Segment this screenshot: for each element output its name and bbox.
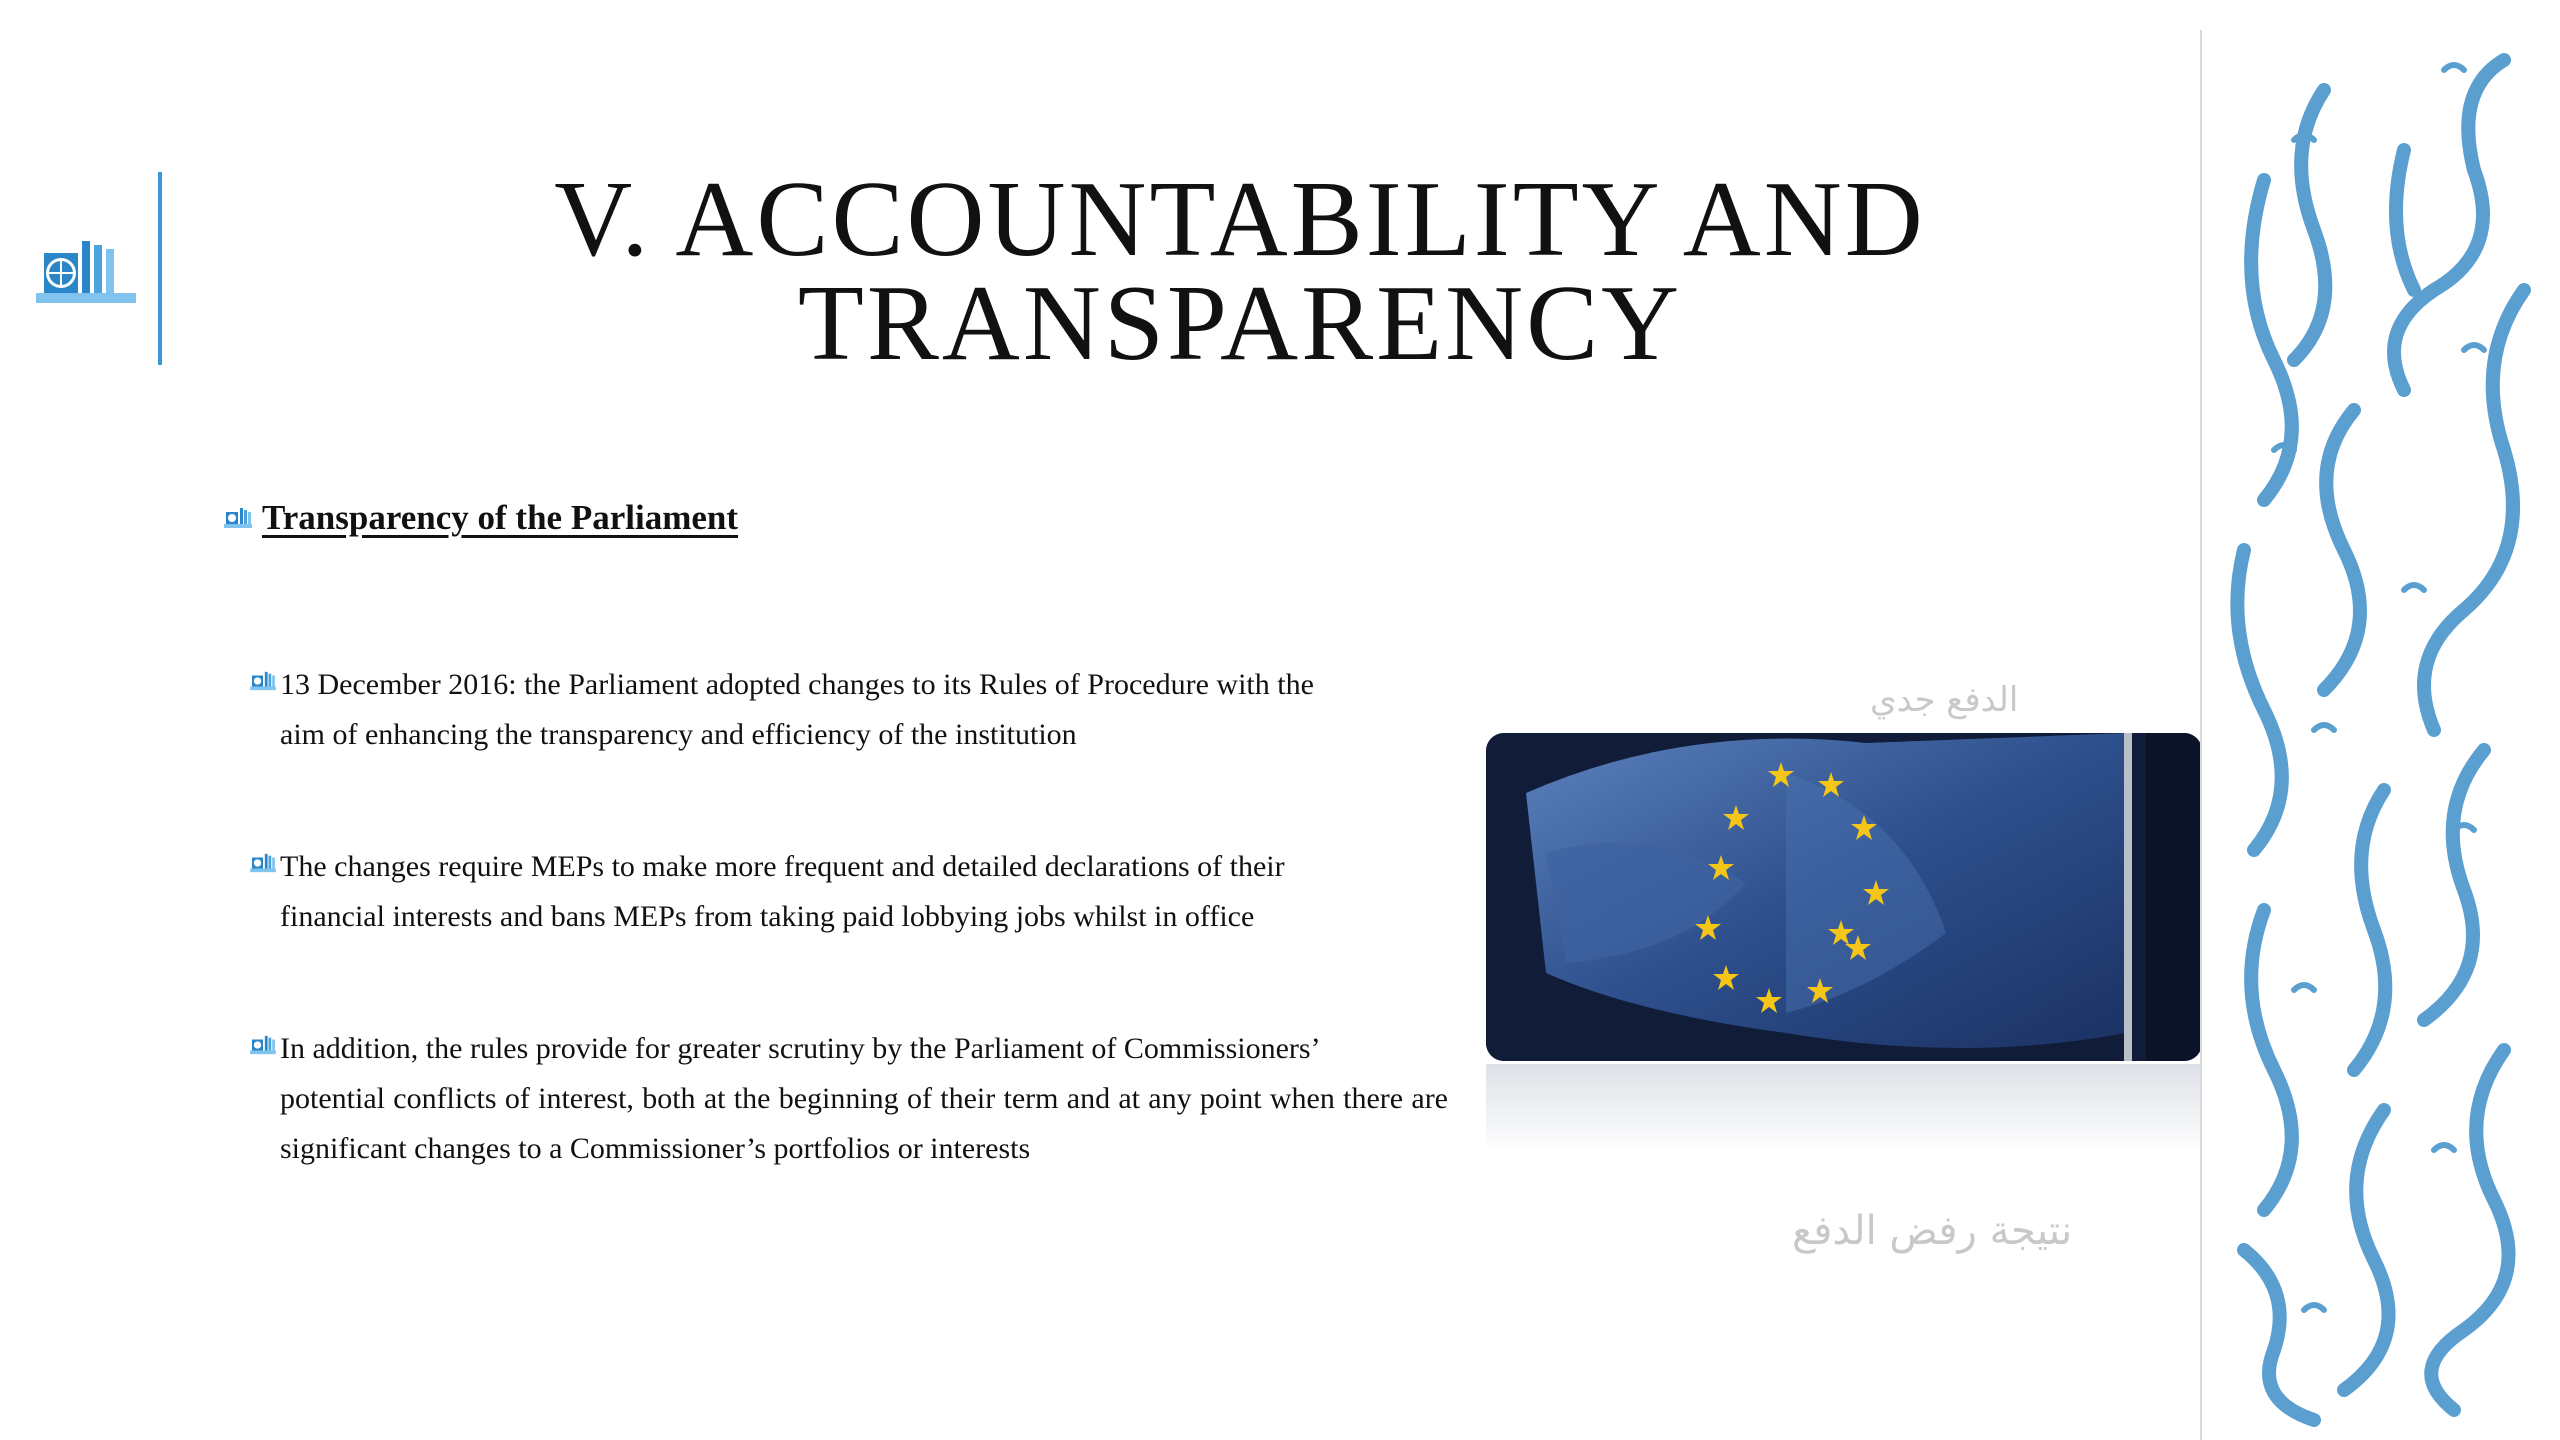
bullet-item: [250, 842, 1448, 942]
image-reflection: [1486, 1064, 2202, 1154]
bullet-icon: [250, 852, 276, 874]
bullet-icon: [250, 670, 276, 692]
bullet-text: 13 December 2016: the Parliament adopted changes to its Rules of Procedure with the: [280, 668, 1314, 701]
university-logo: [36, 235, 136, 307]
section-heading: [224, 498, 738, 538]
heading-text: Transparency of the Parliament: [262, 498, 739, 537]
watermark-top: الدفع جدي: [1870, 680, 2019, 720]
bullet-text-continued: financial interests and bans MEPs from taking paid lobbying jobs whilst in office: [280, 900, 1255, 933]
side-divider: [2200, 30, 2202, 1440]
calligraphy-decoration: [2204, 30, 2560, 1440]
bullet-icon: [224, 506, 252, 530]
watermark-bottom: نتيجة رفض الدفع: [1792, 1208, 2073, 1254]
header-divider: [158, 172, 162, 365]
slide-title: [470, 160, 2010, 383]
bullet-item: [250, 1024, 1448, 1174]
bullet-text-continued: aim of enhancing the transparency and efficiency of the institution: [280, 718, 1077, 751]
eu-flag-image: [1486, 733, 2202, 1061]
bullet-text-continued: potential conflicts of interest, both at the beginning of their term and at any point when there are significant changes to a Commissioner’s portfolios or interests: [280, 1082, 1448, 1165]
bullet-text: In addition, the rules provide for greater scrutiny by the Parliament of Commissioners’: [280, 1032, 1321, 1065]
title-line-2: TRANSPARENCY: [797, 264, 1683, 383]
bullet-text: The changes require MEPs to make more frequent and detailed declarations of their: [280, 850, 1285, 883]
title-line-1: V. ACCOUNTABILITY AND: [554, 160, 1926, 279]
bullet-icon: [250, 1034, 276, 1056]
eu-flag-illustration: [1486, 733, 2202, 1061]
bullet-item: [250, 660, 1448, 760]
